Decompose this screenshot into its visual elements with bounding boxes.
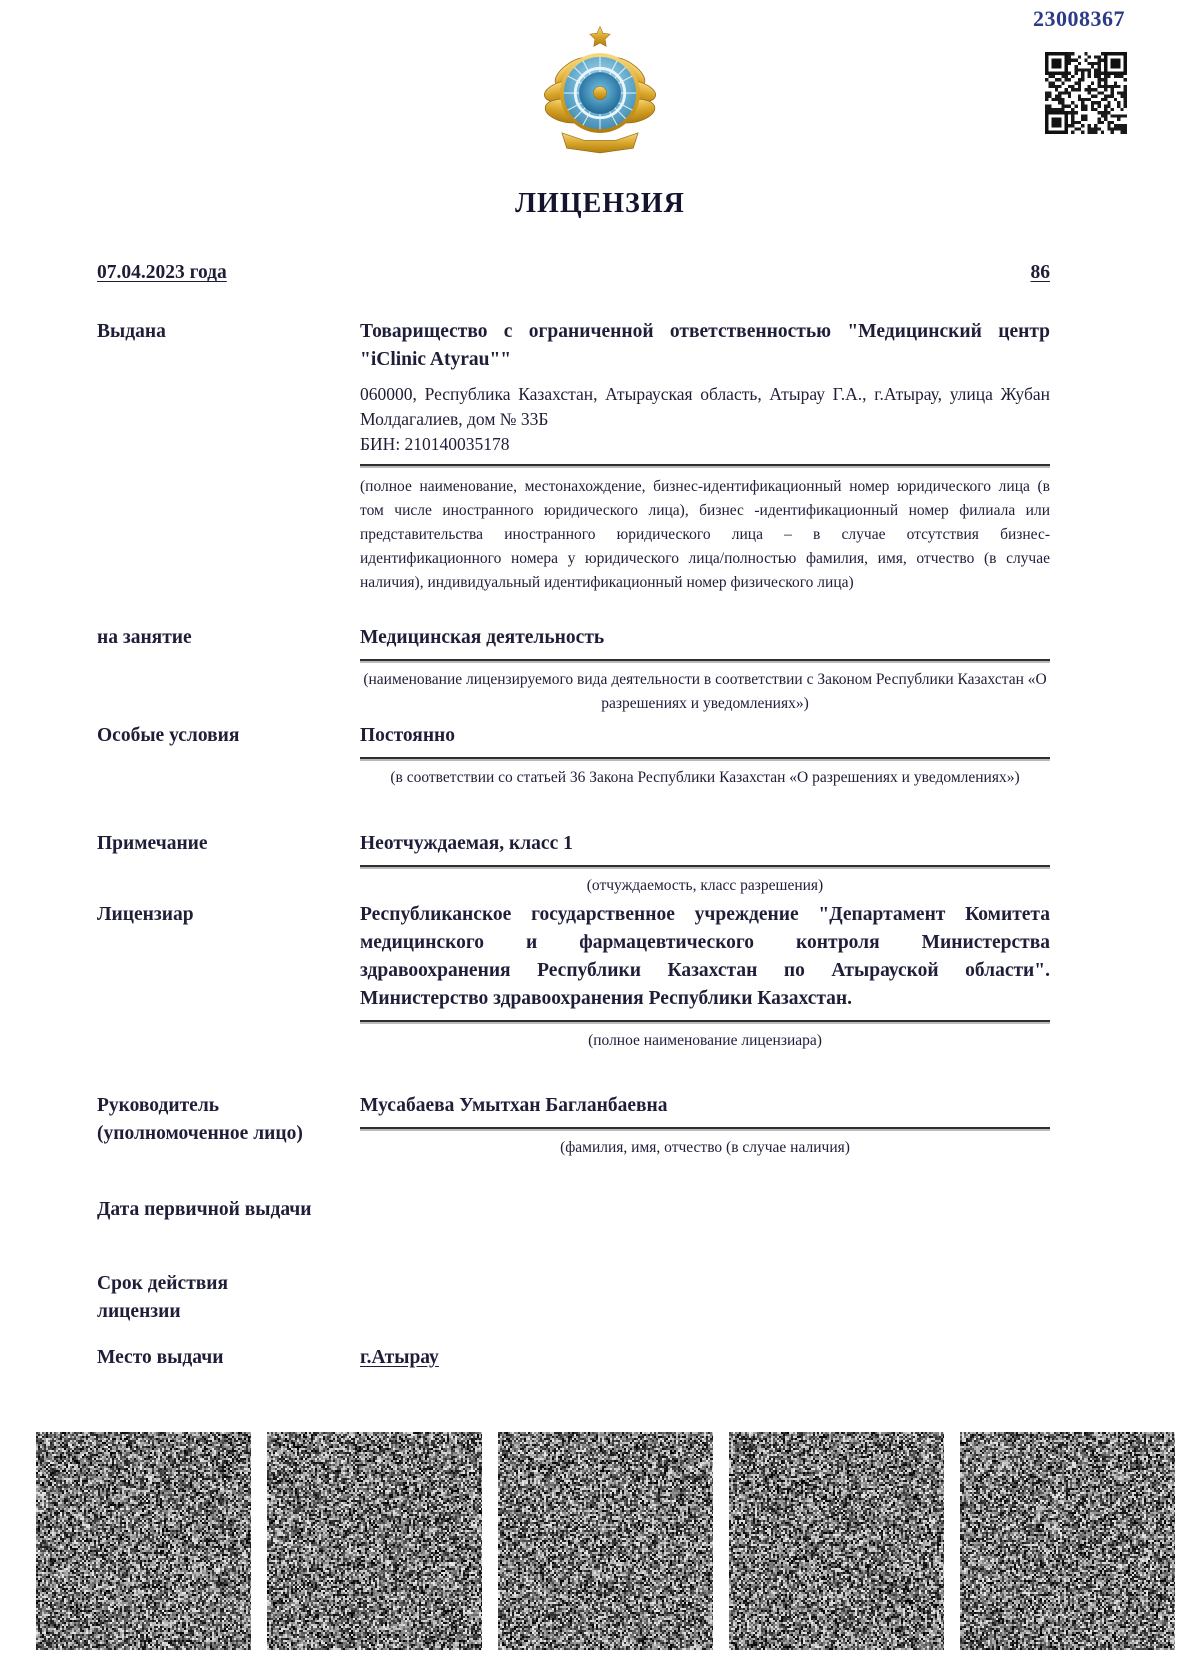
license-number: 86 xyxy=(1030,262,1050,283)
head-label xyxy=(97,1092,352,1148)
document-title: ЛИЦЕНЗИЯ xyxy=(515,188,685,219)
noise-block-2 xyxy=(267,1432,482,1650)
field-rule xyxy=(360,464,1050,466)
remark-label: Примечание xyxy=(97,833,208,854)
special-conditions-footnote: (в соответствии со статьей 36 Закона Республики Казахстан «О разрешениях и уведомлениях») xyxy=(390,769,1020,786)
issue-place-label: Место выдачи xyxy=(97,1347,224,1368)
noise-block-4 xyxy=(729,1432,944,1650)
document-number: 23008367 xyxy=(1033,6,1125,31)
field-rule xyxy=(360,1020,1050,1022)
licensee-bin: БИН: 210140035178 xyxy=(360,434,510,454)
head-label-line1: Руководитель xyxy=(97,1095,220,1116)
special-conditions-label: Особые условия xyxy=(97,725,240,746)
special-conditions-value: Постоянно xyxy=(360,725,456,746)
validity-label xyxy=(97,1270,352,1326)
kazakhstan-emblem-graphic xyxy=(543,24,657,164)
licensor-value: Республиканское государственное учреждение "Департамент Комитета медицинского и фармацевтического контроля Министерства здравоохранения Республики Казахстан по Атырауской области". Министерство здравоохранения Республики Казахстан. xyxy=(360,904,1050,1009)
security-noise-strip xyxy=(36,1432,1175,1650)
field-rule xyxy=(360,1127,1050,1129)
activity-value: Медицинская деятельность xyxy=(360,627,605,648)
remark-value: Неотчуждаемая, класс 1 xyxy=(360,833,573,854)
head-label-line2: (уполномоченное лицо) xyxy=(97,1123,303,1144)
licensor-label: Лицензиар xyxy=(97,904,194,925)
activity-label: на занятие xyxy=(97,627,192,648)
noise-block-5 xyxy=(960,1432,1175,1650)
head-footnote: (фамилия, имя, отчество (в случае наличия) xyxy=(560,1139,850,1156)
issue-place-value: г.Атырау xyxy=(360,1347,439,1368)
validity-label-line1: Срок действия xyxy=(97,1273,229,1294)
licensor-footnote: (полное наименование лицензиара) xyxy=(588,1032,822,1049)
first-issue-date-label: Дата первичной выдачи xyxy=(97,1199,312,1220)
noise-block-3 xyxy=(498,1432,713,1650)
issued-to-label: Выдана xyxy=(97,321,166,342)
licensee-address: 060000, Республика Казахстан, Атырауская область, Атырау Г.А., г.Атырау, улица Жубан Молдагалиев, дом № 33Б xyxy=(360,384,1050,429)
issue-date: 07.04.2023 года xyxy=(97,262,227,283)
licensee-name: Товарищество с ограниченной ответственностью "Медицинский центр "iClinic Atyrau"" xyxy=(360,321,1050,370)
head-value: Мусабаева Умытхан Багланбаевна xyxy=(360,1095,668,1116)
field-rule xyxy=(360,659,1050,661)
remark-footnote: (отчуждаемость, класс разрешения) xyxy=(586,877,824,894)
field-rule xyxy=(360,865,1050,867)
activity-footnote: (наименование лицензируемого вида деятельности в соответствии с Законом Республики Казахстан «О разрешениях и уведомлениях») xyxy=(363,671,1047,712)
noise-block-1 xyxy=(36,1432,251,1650)
qr-code xyxy=(1045,52,1127,134)
validity-label-line2: лицензии xyxy=(97,1301,181,1322)
field-rule xyxy=(360,757,1050,759)
issued-to-footnote: (полное наименование, местонахождение, бизнес-идентификационный номер юридического лица (в том числе иностранного юридического лица), бизнес -идентификационный номер филиала или представительства иностранного юридического лица – в случае отсутствия бизнес-идентификационного номера у юридического лица/полностью фамилия, имя, отчество (в случае наличия), индивидуальный идентификационный номер физического лица) xyxy=(360,478,1050,591)
kazakhstan-emblem-icon xyxy=(543,24,657,169)
